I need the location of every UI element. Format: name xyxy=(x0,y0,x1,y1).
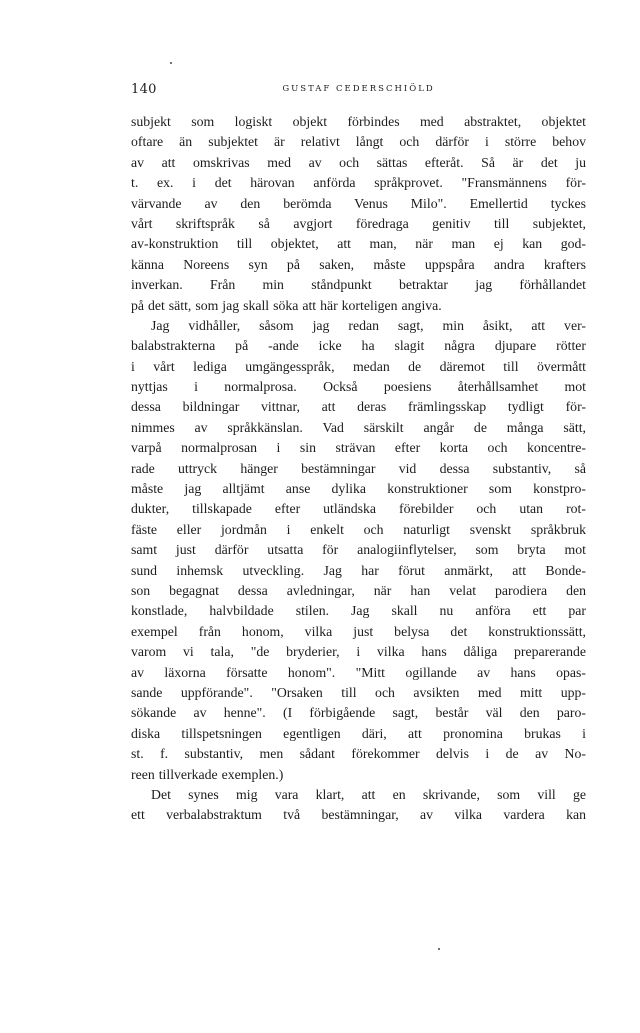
text-line: nyttjas i normalprosa. Också poesiens återhållsamhet mot xyxy=(131,379,586,395)
text-line: inverkan. Från min ståndpunkt betraktar jag förhållandet xyxy=(131,277,586,293)
text-line: konstlade, halvbildade stilen. Jag skall nu anföra ett par xyxy=(131,603,586,619)
text-line: ett verbalabstraktum två bestämningar, av vilka vardera kan xyxy=(131,807,586,823)
text-line: sande uppförande". "Orsaken till och avsikten med mitt upp- xyxy=(131,684,586,700)
text-line: varpå normalprosan i sin strävan efter korta och koncentre- xyxy=(131,440,586,456)
paper-speck xyxy=(438,948,440,950)
page-header xyxy=(131,82,586,100)
text-line: rade uttryck hänger bestämningar vid dessa substantiv, så xyxy=(131,460,586,476)
text-line: känna Noreens syn på saken, måste uppspåra andra krafters xyxy=(131,256,586,272)
text-line: måste jag alltjämt anse dylika konstruktioner som konstpro- xyxy=(131,481,586,497)
text-line: exempel från honom, vilka just belysa det konstruktionssätt, xyxy=(131,623,586,639)
running-head: GUSTAF CEDERSCHIÖLD xyxy=(282,84,435,94)
text-line: sund inhemsk utveckling. Jag har förut anmärkt, att Bonde- xyxy=(131,562,586,578)
text-line: t. ex. i det härovan anförda språkprovet. "Fransmännens för- xyxy=(131,175,586,191)
text-line: son begagnat dessa avledningar, när han velat parodiera den xyxy=(131,582,586,598)
text-line: oftare än subjektet är relativt långt och därför i större behov xyxy=(131,134,586,150)
text-line: av-konstruktion till objektet, att man, när man ej kan god- xyxy=(131,236,586,252)
text-line: reen tillverkade exemplen.) xyxy=(131,766,284,782)
text-line: Jag vidhåller, såsom jag redan sagt, min åsikt, att ver- xyxy=(151,317,586,333)
page-number: 140 xyxy=(131,82,157,97)
text-line: balabstrakterna på -ande icke ha slagit några djupare rötter xyxy=(131,338,586,354)
text-line: samt just därför utsatta för analogiinflytelser, som bryta mot xyxy=(131,542,586,558)
text-line: subjekt som logiskt objekt förbindes med abstraktet, objektet xyxy=(131,114,586,129)
text-line: värvande av den berömda Venus Milo". Emellertid tyckes xyxy=(131,195,586,211)
text-line: diska tillspetsningen egentligen däri, att pronomina brukas i xyxy=(131,725,586,741)
text-line: Det synes mig vara klart, att en skrivande, som vill ge xyxy=(151,786,586,802)
text-line: av läxorna försatte honom". "Mitt ogillande av hans opas- xyxy=(131,664,586,680)
text-line: dukter, tillskapade efter utländska förebilder och utan rot- xyxy=(131,501,586,517)
text-line: vårt skriftspråk så avgjort föredraga genitiv till subjektet, xyxy=(131,215,586,231)
text-line: sökande av henne". (I förbigående sagt, består väl den paro- xyxy=(131,705,586,721)
text-line: i vårt lediga umgängesspråk, medan de däremot till övermått xyxy=(131,358,586,374)
paper-speck xyxy=(170,62,172,64)
text-line: av att omskrivas med av och sättas efteråt. Så är det ju xyxy=(131,154,586,170)
text-line: fäste eller jordmån i enkelt och naturligt svenskt språkbruk xyxy=(131,521,586,537)
text-line: nimmes av språkkänslan. Vad särskilt angår de många sätt, xyxy=(131,419,586,435)
text-line: varom vi tala, "de bryderier, i vilka hans dåliga preparerande xyxy=(131,644,586,660)
body-text xyxy=(131,112,586,826)
text-line: dessa bildningar vittnar, att deras främlingsskap tydligt för- xyxy=(131,399,586,415)
text-line: st. f. substantiv, men sådant förekommer delvis i de av No- xyxy=(131,746,586,762)
text-line: på det sätt, som jag skall söka att här korteligen angiva. xyxy=(131,297,442,313)
